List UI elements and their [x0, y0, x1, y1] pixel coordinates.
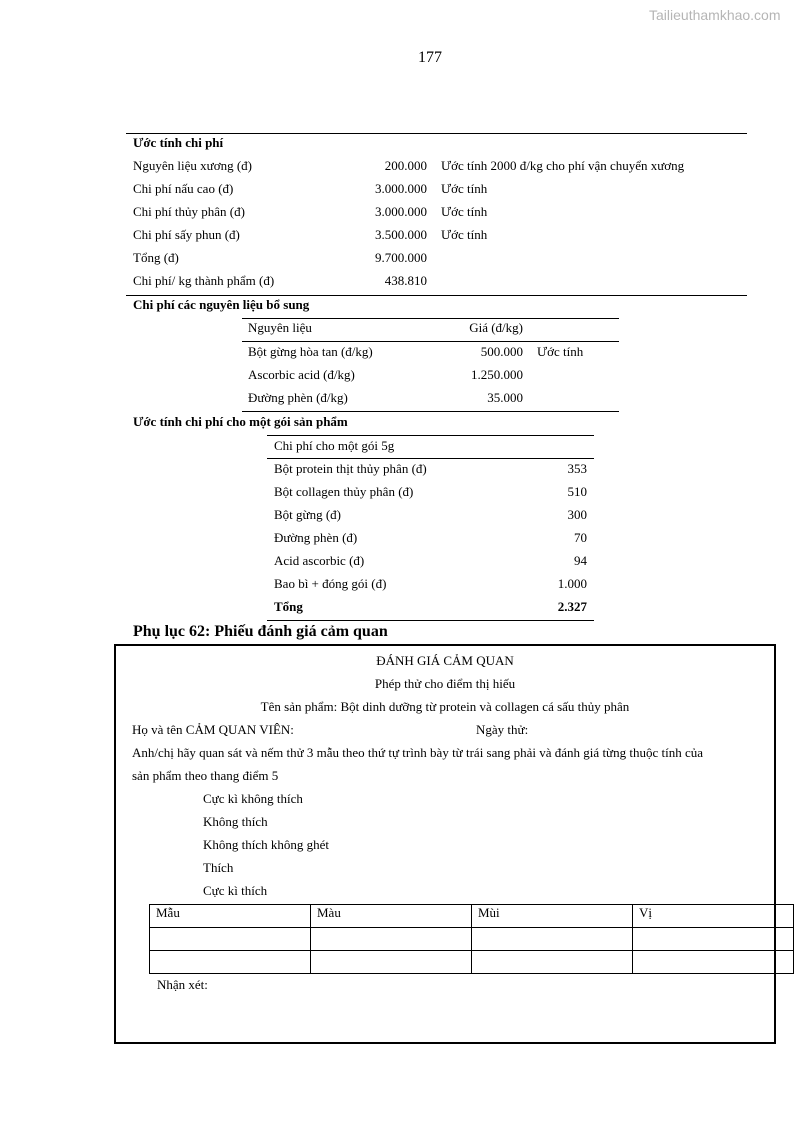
package-item-value: 70 — [574, 530, 587, 545]
cost-value: 3.000.000 — [375, 204, 427, 219]
score-cell[interactable] — [150, 928, 311, 951]
package-item-value: 1.000 — [557, 576, 587, 591]
cost-value: 3.500.000 — [375, 227, 427, 242]
form-title: ĐÁNH GIÁ CẢM QUAN — [376, 653, 514, 668]
material-note: Ước tính — [537, 344, 584, 359]
package-header: Chi phí cho một gói 5g — [274, 438, 395, 453]
list-item: Thích — [203, 860, 234, 875]
package-item-label: Bao bì + đóng gói (đ) — [274, 576, 387, 591]
instruction-line-1: Anh/chị hãy quan sát và nếm thử 3 mẫu theo thứ tự trình bày từ trái sang phải và đánh giá từng thuộc tính của — [132, 745, 703, 760]
table-top-rule — [126, 133, 747, 134]
material-name: Bột gừng hòa tan (đ/kg) — [248, 344, 373, 359]
table-top-rule — [267, 435, 594, 436]
list-item: Không thích không ghét — [203, 837, 330, 852]
cost-value: 438.810 — [384, 273, 427, 288]
score-cell[interactable] — [633, 928, 794, 951]
list-item: Cực kì thích — [203, 883, 268, 898]
cost-label: Chi phí/ kg thành phẩm (đ) — [133, 273, 275, 288]
form-subtitle: Phép thử cho điểm thị hiếu — [374, 676, 516, 691]
table-row — [150, 905, 794, 928]
cost-value: 200.000 — [384, 158, 427, 173]
table-top-rule — [242, 318, 619, 319]
package-cost-title: Ước tính chi phí cho một gói sản phẩm — [133, 414, 348, 429]
material-price: 1.250.000 — [471, 367, 523, 382]
material-name: Đường phèn (đ/kg) — [248, 390, 348, 405]
table-bottom-rule — [267, 620, 594, 621]
material-price: 35.000 — [487, 390, 523, 405]
comment-label: Nhận xét: — [157, 977, 208, 992]
header-color: Màu — [311, 905, 472, 928]
panelist-name-label: Họ và tên CẢM QUAN VIÊN: — [132, 722, 294, 737]
material-price: 500.000 — [480, 344, 523, 359]
header-sample: Mẫu — [150, 905, 311, 928]
cost-label: Nguyên liệu xương (đ) — [133, 158, 252, 173]
table-header-rule — [242, 341, 619, 342]
cost-value: 3.000.000 — [375, 181, 427, 196]
package-item-label: Đường phèn (đ) — [274, 530, 358, 545]
cost-label: Tổng (đ) — [133, 250, 179, 265]
score-cell[interactable] — [311, 928, 472, 951]
materials-header-name: Nguyên liệu — [248, 320, 312, 335]
package-item-label: Bột gừng (đ) — [274, 507, 341, 522]
package-item-label: Bột collagen thủy phân (đ) — [274, 484, 414, 499]
package-item-value: 353 — [567, 461, 587, 476]
evaluation-table — [149, 904, 794, 974]
list-item: Cực kì không thích — [203, 791, 303, 806]
table-divider — [126, 295, 747, 296]
additional-materials-title: Chi phí các nguyên liệu bổ sung — [133, 297, 310, 312]
cost-note: Ước tính 2000 đ/kg cho phí vận chuyển xương — [441, 158, 685, 173]
cost-label: Chi phí sấy phun (đ) — [133, 227, 240, 242]
form-product-name: Tên sản phẩm: Bột dinh dưỡng từ protein và collagen cá sấu thủy phân — [260, 699, 630, 714]
score-cell[interactable] — [472, 928, 633, 951]
package-item-value: 94 — [574, 553, 587, 568]
package-item-label: Acid ascorbic (đ) — [274, 553, 365, 568]
package-item-label: Bột protein thịt thủy phân (đ) — [274, 461, 427, 476]
watermark: Tailieuthamkhao.com — [649, 7, 781, 23]
cost-estimate-title: Ước tính chi phí — [133, 135, 224, 150]
table-header-rule — [267, 458, 594, 459]
package-item-value: 300 — [567, 507, 587, 522]
table-row — [150, 951, 794, 974]
header-smell: Mùi — [472, 905, 633, 928]
cost-note: Ước tính — [441, 227, 488, 242]
test-date-label: Ngày thử: — [476, 722, 529, 737]
package-item-value: 510 — [567, 484, 587, 499]
score-cell[interactable] — [150, 951, 311, 974]
cost-label: Chi phí nấu cao (đ) — [133, 181, 234, 196]
material-name: Ascorbic acid (đ/kg) — [248, 367, 355, 382]
score-cell[interactable] — [472, 951, 633, 974]
score-cell[interactable] — [311, 951, 472, 974]
instruction-line-2: sản phẩm theo thang điểm 5 — [132, 768, 279, 783]
page-number: 177 — [418, 49, 442, 66]
appendix-heading: Phụ lục 62: Phiếu đánh giá cảm quan — [133, 623, 388, 640]
list-item: Không thích — [203, 814, 268, 829]
package-total-label: Tổng — [274, 599, 303, 614]
cost-label: Chi phí thủy phân (đ) — [133, 204, 245, 219]
package-total-value: 2.327 — [557, 599, 587, 614]
cost-note: Ước tính — [441, 204, 488, 219]
cost-note: Ước tính — [441, 181, 488, 196]
table-bottom-rule — [242, 411, 619, 412]
score-cell[interactable] — [633, 951, 794, 974]
header-taste: Vị — [633, 905, 794, 928]
materials-header-price: Giá (đ/kg) — [469, 320, 523, 335]
table-row — [150, 928, 794, 951]
cost-value: 9.700.000 — [375, 250, 427, 265]
